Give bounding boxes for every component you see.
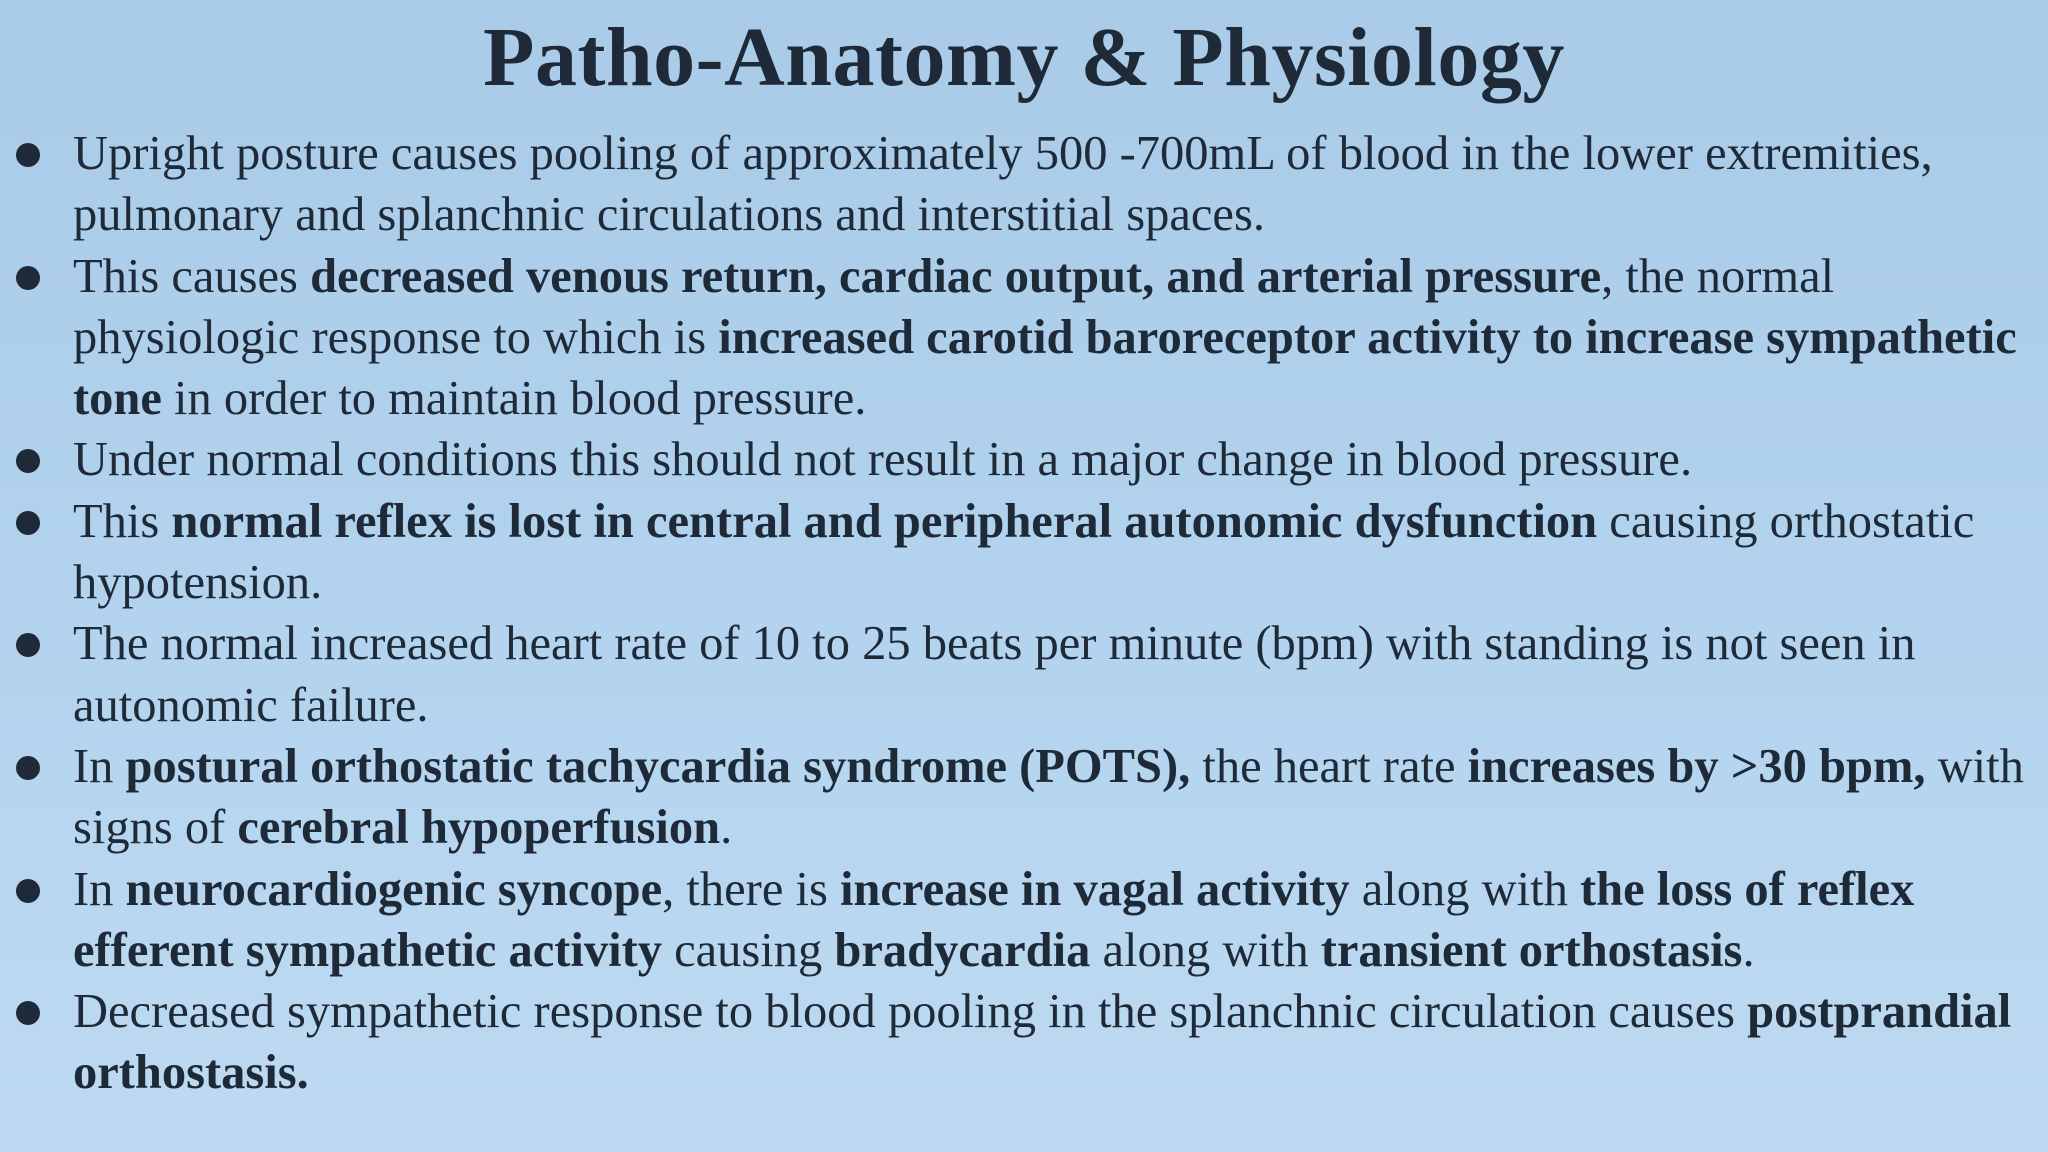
bullet-text: , the normal physiologic response to which is: [73, 249, 1835, 364]
bullet-text: causing orthostatic hypotension.: [73, 494, 1975, 610]
bullet-dot-icon: [16, 1001, 40, 1025]
bullet-text: In: [73, 739, 126, 793]
bullet-text-bold: decreased venous return, cardiac output, and arterial pressure: [310, 249, 1602, 303]
bullet-text: causing: [662, 923, 835, 977]
bullet-text-bold: neurocardiogenic syncope: [125, 862, 663, 916]
bullet-text-bold: the loss of reflex efferent sympathetic activity: [73, 862, 1915, 977]
bullet-text-bold: increased carotid baroreceptor activity to increase sympathetic tone: [73, 310, 2017, 426]
bullet-text-bold: transient orthostasis: [1320, 923, 1743, 977]
bullet-text-bold: normal reflex is lost in central and peripheral autonomic dysfunction: [171, 494, 1598, 548]
bullet-text: Under normal conditions this should not result in a major change in blood pressure.: [73, 433, 1693, 487]
bullet-dot-icon: [16, 143, 40, 167]
bullet-text-bold: increase in vagal activity: [839, 862, 1350, 916]
slide-title: Patho-Anatomy & Physiology: [483, 11, 1565, 104]
bullet-dot-icon: [16, 879, 40, 903]
bullet-dot-icon: [16, 633, 40, 657]
bullet-text: This: [73, 494, 172, 548]
bullet-text: This causes: [73, 249, 311, 303]
bullet-dot-icon: [16, 449, 40, 473]
bullet-text: .: [720, 801, 733, 855]
bullet-list: [0, 123, 2048, 1104]
bullet-text: with signs of: [73, 739, 2024, 855]
bullet-item: [0, 246, 2048, 430]
bullet-dot-icon: [16, 511, 40, 535]
bullet-item: [0, 613, 2048, 736]
bullet-item: [0, 859, 2048, 982]
bullet-text: The normal increased heart rate of 10 to 25 beats per minute (bpm) with standing is not seen in autonomic failure.: [73, 617, 1916, 732]
bullet-text: , there is: [662, 862, 840, 916]
bullet-item: [0, 736, 2048, 859]
bullet-text: along with: [1090, 923, 1321, 977]
bullet-dot-icon: [16, 756, 40, 780]
bullet-text-bold: increases by >30 bpm,: [1467, 739, 1926, 793]
bullet-text: in order to maintain blood pressure.: [161, 372, 867, 426]
bullet-text-bold: cerebral hypoperfusion: [237, 801, 721, 855]
bullet-item: [0, 429, 2048, 490]
bullet-dot-icon: [16, 266, 40, 290]
bullet-text-bold: postprandial orthostasis.: [73, 985, 2012, 1100]
bullet-item: [0, 491, 2048, 614]
bullet-text: In: [73, 862, 126, 916]
bullet-text: along with: [1349, 862, 1580, 916]
bullet-item: [0, 981, 2048, 1104]
bullet-text: Upright posture causes pooling of approximately 500 -700mL of blood in the lower extremities, pulmonary and splanchnic circulations and interstitial spaces.: [73, 127, 1933, 242]
bullet-item: [0, 123, 2048, 246]
bullet-text-bold: bradycardia: [834, 923, 1091, 977]
bullet-text-bold: postural orthostatic tachycardia syndrome (POTS),: [125, 739, 1191, 793]
bullet-text: .: [1742, 923, 1755, 977]
bullet-text: the heart rate: [1190, 739, 1468, 793]
bullet-text: Decreased sympathetic response to blood pooling in the splanchnic circulation causes: [73, 985, 1748, 1039]
